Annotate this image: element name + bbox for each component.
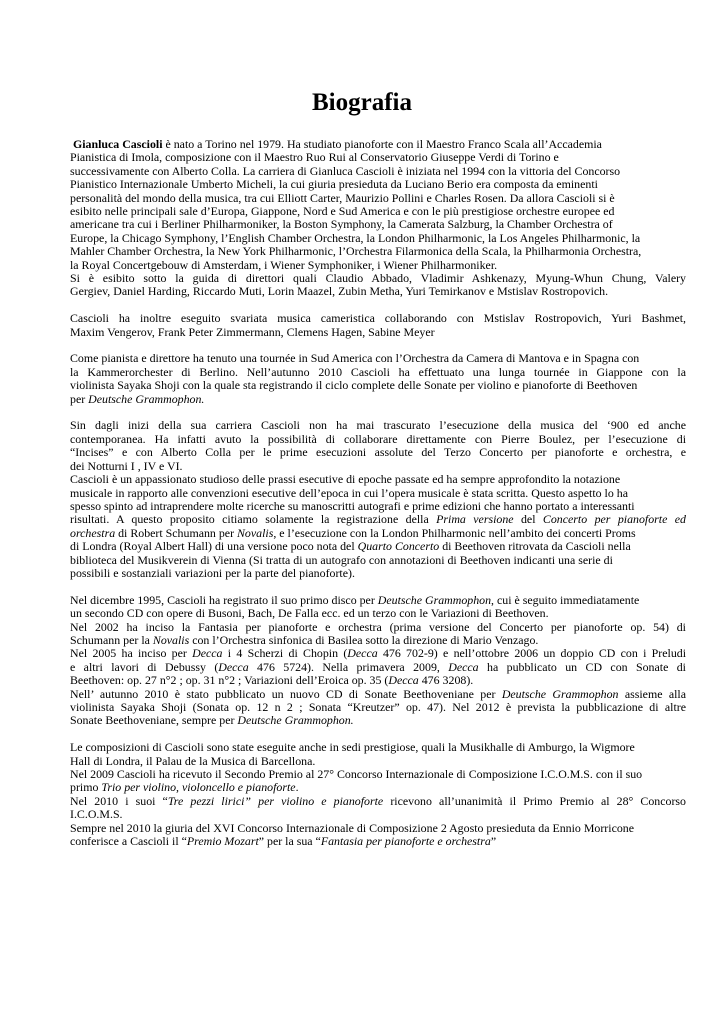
paragraph-compositions — [70, 741, 686, 848]
text-line: Sin dagli inizi della sua carriera Cascioli non ha mai trascurato l’esecuzione della musica del ‘900 ed anche — [70, 418, 686, 433]
text-line: personalità del mondo della musica, tra cui Elliott Carter, Maurizio Pollini e Charles Rosen. Da allora Cascioli si è — [70, 190, 615, 205]
text-line: conferisce a Cascioli il “Premio Mozart” per la sua “Fantasia per pianoforte e orchestra” — [70, 834, 497, 849]
text-line: di Londra (Royal Albert Hall) di una versione poco nota del Quarto Concerto di Beethoven ritrovata da Cascioli nella — [70, 539, 631, 554]
text-line: Nel 2009 Cascioli ha ricevuto il Secondo Premio al 27° Concorso Internazionale di Composizione I.C.O.M.S. con il suo — [70, 767, 643, 782]
text-line: Nel dicembre 1995, Cascioli ha registrato il suo primo disco per Deutsche Grammophon, cui è seguito immediatamente — [70, 592, 640, 607]
text-line: risultati. A questo proposito citiamo solamente la registrazione della Prima versione del Concerto per pianoforte ed — [70, 512, 686, 527]
paragraph-chamber-music — [70, 312, 686, 339]
text-line: Cascioli ha inoltre eseguito svariata musica cameristica collaborando con Mstislav Rostropovich, Yuri Bashmet, — [70, 311, 686, 326]
text-line: e altri lavori di Debussy (Decca 476 5724). Nella primavera 2009, Decca ha pubblicato un CD con Sonate di — [70, 659, 686, 674]
text-line: Le composizioni di Cascioli sono state eseguite anche in sedi prestigiose, quali la Musikhalle di Amburgo, la Wigmore — [70, 740, 635, 755]
text-line: “Incises” e con Alberto Colla per le prime esecuzioni assolute del Terzo Concerto per pianoforte e orchestra, e — [70, 445, 686, 460]
text-line: orchestra di Robert Schumann per Novalis, e l’esecuzione con la London Philharmonic nell’ambito dei concerti Proms — [70, 525, 636, 540]
text-line: Nel 2010 i suoi “Tre pezzi lirici” per violino e pianoforte ricevono all’unanimità il Primo Premio al 28° Concorso — [70, 793, 686, 808]
text-line: Mahler Chamber Orchestra, la New York Philharmonic, l’Orchestra Filarmonica della Scala, la Philharmonia Orchestra, — [70, 244, 642, 259]
text-line: spesso spinto ad intraprendere molte ricerche su manoscritti autografi e prime edizioni che hanno portato a interessanti — [70, 498, 635, 513]
text-line: Nel 2002 ha inciso la Fantasia per pianoforte e orchestra (prima versione del Concerto per pianoforte op. 54) di — [70, 619, 686, 634]
text-line: Sonate Beethoveniane, sempre per Deutsche Grammophon. — [70, 713, 354, 728]
text-line: primo Trio per violino, violoncello e pianoforte. — [70, 780, 299, 795]
text-line: Maxim Vengerov, Frank Peter Zimmermann, Clemens Hagen, Sabine Meyer — [70, 324, 435, 339]
text-line: Gergiev, Daniel Harding, Riccardo Muti, Lorin Maazel, Zubin Metha, Yuri Temirkanov e Mstislav Rostropovich. — [70, 284, 609, 299]
page-title: Biografia — [312, 89, 412, 116]
text-line: la Kammerorchester di Berlino. Nell’autunno 2010 Cascioli ha effettuato una lunga tournée in Giappone con la — [70, 364, 686, 379]
text-line: Gianluca Cascioli è nato a Torino nel 1979. Ha studiato pianoforte con il Maestro Franco Scala all’Accademia — [72, 137, 602, 151]
text-line: Nell’ autunno 2010 è stato pubblicato un nuovo CD di Sonate Beethoveniane per Deutsche Grammophon assieme alla — [70, 686, 687, 701]
text-line: Pianistico Internazionale Umberto Micheli, la cui giuria presieduta da Luciano Berio era composta da eminenti — [70, 177, 598, 192]
biography-body — [70, 138, 686, 848]
text-line: Pianistica di Imola, composizione con il Maestro Ruo Rui al Conservatorio Giuseppe Verdi di Torino e — [70, 150, 559, 165]
text-line: Schumann per la Novalis con l’Orchestra sinfonica di Basilea sotto la direzione di Mario Venzago. — [70, 632, 539, 647]
text-line: esibito nelle principali sale d’Europa, Giappone, Nord e Sud America e con le più prestigiose orchestre europee ed — [70, 204, 615, 219]
text-line: Europe, la Chicago Symphony, l’English Chamber Orchestra, la London Philharmonic, la Los Angeles Philharmonic, la — [70, 230, 641, 245]
text-line: Si è esibito sotto la guida di direttori quali Claudio Abbado, Vladimir Ashkenazy, Myung-Whun Chung, Valery — [70, 271, 686, 286]
text-line: biblioteca del Musikverein di Vienna (Si tratta di un autografo con annotazioni di Beethoven indicanti una serie di — [70, 552, 613, 567]
text-line: la Royal Concertgebouw di Amsterdam, i Wiener Symphoniker, i Wiener Philharmoniker. — [70, 257, 498, 272]
text-line: un secondo CD con opere di Busoni, Bach, De Falla ecc. ed un terzo con le Variazioni di Beethoven. — [70, 606, 549, 621]
text-line: Hall di Londra, il Palau de la Musica di Barcellona. — [70, 753, 316, 768]
text-line: successivamente con Alberto Colla. La carriera di Gianluca Cascioli è iniziata nel 1994 con la vittoria del Concorso — [70, 163, 621, 178]
text-line: musicale in rapporto alle convenzioni esecutive dell’epoca in cui l’opera musicale è stata scritta. Questo aspetto lo ha — [70, 485, 628, 500]
paragraph-tours — [70, 352, 686, 406]
text-line: per Deutsche Grammophon. — [70, 391, 205, 406]
text-line: americane tra cui i Berliner Philharmoniker, la Boston Symphony, la Camerata Salzburg, la Chamber Orchestra of — [70, 217, 613, 232]
text-line: possibili e sostanziali variazioni per la parte del pianoforte). — [70, 565, 355, 580]
text-line: Cascioli è un appassionato studioso delle prassi esecutive di epoche passate ed ha sempre approfondito la notazione — [70, 472, 621, 487]
text-line: Beethoven: op. 27 n°2 ; op. 31 n°2 ; Variazioni dell’Eroica op. 35 (Decca 476 3208). — [70, 673, 474, 688]
text-line: violinista Sayaka Shoji con la quale sta registrando il ciclo complete delle Sonate per violino e pianoforte di Beethoven — [70, 378, 638, 393]
text-line: dei Notturni I , IV e VI. — [70, 458, 183, 473]
text-line: violinista Sayaka Shoji (Sonata op. 12 n 2 ; Sonata “Kreutzer” op. 47). Nel 2012 è prevista la pubblicazione di altre — [70, 700, 686, 714]
text-line: Sempre nel 2010 la giuria del XVI Concorso Internazionale di Composizione 2 Agosto presieduta da Ennio Morricone — [70, 820, 635, 835]
artist-name: Gianluca Cascioli — [72, 137, 163, 151]
text-line: contemporanea. Ha infatti avuto la possibilità di collaborare direttamente con Pierre Boulez, per l’esecuzione di — [70, 431, 686, 446]
text-line: I.C.O.M.S. — [70, 807, 123, 822]
paragraph-repertoire — [70, 419, 686, 580]
text-line: Nel 2005 ha inciso per Decca i 4 Scherzi di Chopin (Decca 476 702-9) e nell’ottobre 2006 un doppio CD con i Preludi — [70, 646, 687, 661]
paragraph-intro — [70, 138, 686, 299]
text-line: Come pianista e direttore ha tenuto una tournée in Sud America con l’Orchestra da Camera di Mantova e in Spagna con — [70, 351, 640, 366]
paragraph-discography — [70, 594, 686, 728]
